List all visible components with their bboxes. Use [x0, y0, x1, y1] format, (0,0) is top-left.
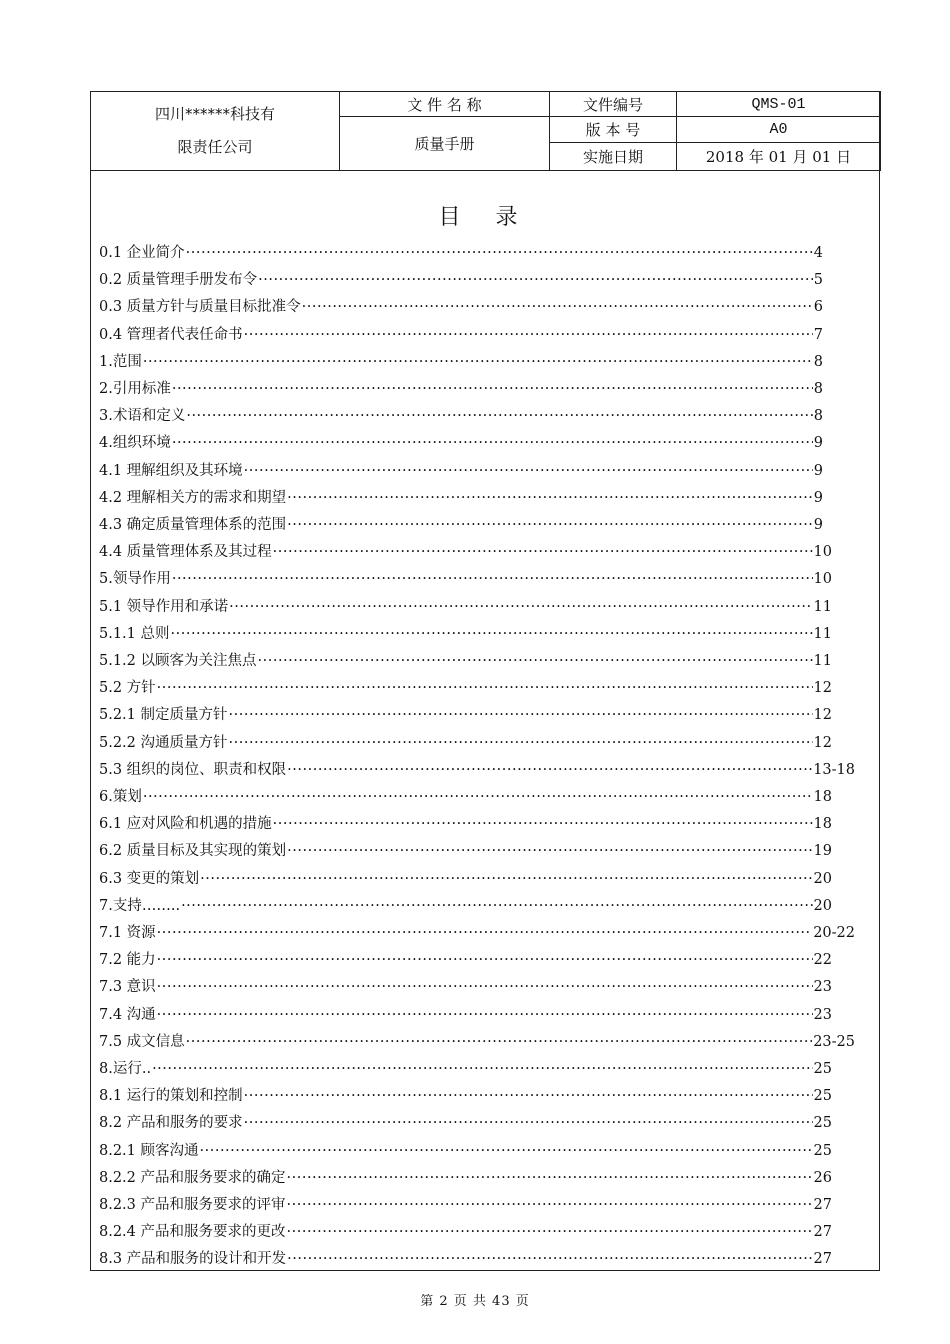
toc-leader-dots: [244, 1083, 813, 1110]
toc-entry[interactable]: [99, 458, 823, 485]
toc-title: 目 录: [438, 205, 532, 230]
toc-entry[interactable]: [99, 648, 832, 675]
toc-leader-dots: [258, 267, 813, 294]
toc-leader-dots: [172, 566, 813, 593]
toc-entry-label: 5.1.2 以顾客为关注焦点: [99, 653, 257, 669]
toc-leader-dots: [186, 403, 812, 430]
toc-leader-dots: [172, 430, 813, 457]
toc-entry-label: 8.2 产品和服务的要求: [99, 1115, 243, 1132]
toc-leader-dots: [157, 974, 813, 1001]
toc-leader-dots: [244, 1110, 813, 1137]
toc-leader-dots: [143, 349, 813, 376]
toc-entry-label: 4.2 理解相关方的需求和期望: [99, 489, 287, 506]
toc-entry[interactable]: [99, 376, 823, 403]
toc-entry-label: 8.运行..: [99, 1061, 152, 1077]
toc-entry-page: 7: [813, 326, 823, 343]
toc-entry-label: 6.3 变更的策划: [99, 870, 200, 887]
toc-entry-label: 5.2.1 制定质量方针: [99, 707, 228, 724]
toc-entry-label: 7.1 资源: [99, 925, 156, 941]
toc-leader-dots: [229, 594, 812, 621]
toc-entry-page: 8: [813, 408, 823, 425]
toc-entry-page: 20: [813, 897, 832, 914]
document-header-table: [90, 91, 881, 171]
toc-entry[interactable]: [99, 866, 832, 893]
toc-leader-dots: [273, 539, 813, 566]
toc-entry[interactable]: [99, 294, 823, 321]
toc-entry-label: 8.2.2 产品和服务要求的确定: [99, 1169, 286, 1186]
toc-entry[interactable]: [99, 621, 832, 648]
toc-entry-label: 7.4 沟通: [99, 1006, 156, 1023]
toc-entry-page: 11: [813, 598, 832, 615]
company-name-cell: [91, 92, 340, 171]
toc-entry-label: 6.2 质量目标及其实现的策划: [99, 843, 287, 860]
toc-entry[interactable]: [99, 539, 832, 566]
toc-entry-page: 20-22: [813, 925, 855, 941]
toc-leader-dots: [229, 702, 813, 729]
toc-entry-label: 1.范围: [99, 353, 142, 370]
toc-entry-page: 27: [813, 1197, 832, 1213]
toc-entry-page: 19: [813, 843, 832, 860]
toc-entry[interactable]: [99, 1029, 855, 1056]
toc-entry[interactable]: [99, 240, 823, 267]
toc-leader-dots: [172, 376, 813, 403]
toc-leader-dots: [244, 322, 813, 349]
toc-entry-label: 6.策划: [99, 789, 142, 805]
toc-entry-label: 4.1 理解组织及其环境: [99, 462, 243, 479]
toc-entry-label: 5.3 组织的岗位、职责和权限: [99, 761, 287, 778]
toc-entry-label: 0.4 管理者代表任命书: [99, 326, 243, 343]
effective-date-value: 2018 年 01 月 01 日: [677, 143, 881, 171]
toc-leader-dots: [181, 893, 812, 920]
toc-entry[interactable]: [99, 403, 823, 430]
toc-leader-dots: [157, 675, 813, 702]
toc-leader-dots: [186, 1029, 813, 1056]
toc-entry-page: 11: [813, 653, 832, 669]
toc-entry[interactable]: [99, 1192, 832, 1219]
toc-entry[interactable]: [99, 893, 832, 920]
toc-entry[interactable]: [99, 784, 832, 811]
toc-entry-page: 27: [813, 1251, 832, 1268]
toc-entry-label: 0.2 质量管理手册发布令: [99, 272, 258, 289]
toc-leader-dots: [200, 866, 812, 893]
toc-entry[interactable]: [99, 1002, 832, 1029]
toc-entry-label: 7.5 成文信息: [99, 1033, 185, 1050]
toc-entry-page: 26: [813, 1169, 832, 1186]
toc-entry-label: 8.2.4 产品和服务要求的更改: [99, 1224, 286, 1241]
toc-entry-label: 7.支持……..: [99, 897, 181, 914]
toc-entry[interactable]: [99, 757, 855, 784]
doc-name-label: 文 件 名 称: [340, 92, 550, 117]
toc-entry-page: 8: [813, 353, 823, 370]
toc-leader-dots: [287, 1192, 813, 1219]
toc-leader-dots: [152, 1056, 812, 1083]
toc-entry-label: 5.2.2 沟通质量方针: [99, 734, 228, 751]
toc-leader-dots: [157, 920, 813, 947]
toc-entry-label: 6.1 应对风险和机遇的措施: [99, 816, 272, 833]
toc-entry[interactable]: [99, 702, 832, 729]
toc-entry-page: 27: [813, 1224, 832, 1241]
toc-entry-page: 10: [813, 544, 832, 561]
toc-entry[interactable]: [99, 730, 832, 757]
toc-entry-label: 5.2 方针: [99, 680, 156, 697]
toc-leader-dots: [143, 784, 813, 811]
toc-leader-dots: [287, 757, 812, 784]
toc-leader-dots: [302, 294, 813, 321]
toc-entry[interactable]: [99, 1165, 832, 1192]
toc-entry-label: 5.领导作用: [99, 571, 171, 588]
toc-leader-dots: [157, 1002, 813, 1029]
toc-entry-page: 9: [813, 489, 823, 506]
toc-entry[interactable]: [99, 1083, 832, 1110]
toc-leader-dots: [273, 811, 813, 838]
toc-entry[interactable]: [99, 1110, 832, 1137]
toc-entry[interactable]: [99, 566, 832, 593]
toc-entry-page: 9: [813, 435, 823, 452]
toc-entry-page: 25: [813, 1061, 832, 1077]
toc-entry[interactable]: [99, 267, 823, 294]
toc-entry-page: 22: [813, 952, 832, 969]
toc-entry-page: 13-18: [813, 761, 855, 778]
toc-entry-page: 9: [813, 462, 823, 479]
toc-leader-dots: [258, 648, 813, 675]
toc-entry-page: 20: [813, 870, 832, 887]
toc-entry-label: 8.2.1 顾客沟通: [99, 1142, 199, 1159]
doc-no-label: 文件编号: [550, 92, 677, 117]
toc-entry-page: 12: [813, 707, 832, 724]
toc-entry[interactable]: [99, 349, 823, 376]
toc-entry-page: 25: [813, 1142, 832, 1159]
toc-leader-dots: [171, 621, 813, 648]
toc-entry-page: 10: [813, 571, 832, 588]
toc-entry[interactable]: [99, 594, 832, 621]
toc-entry-page: 8: [813, 381, 823, 397]
toc-leader-dots: [244, 458, 813, 485]
toc-entry-page: 9: [813, 517, 823, 533]
doc-name-value: 质量手册: [340, 117, 550, 171]
toc-entry-label: 8.2.3 产品和服务要求的评审: [99, 1197, 286, 1213]
toc-entry-label: 7.2 能力: [99, 952, 156, 969]
toc-leader-dots: [287, 1246, 812, 1273]
toc-entry-page: 23-25: [813, 1033, 855, 1050]
toc-entry[interactable]: [99, 512, 823, 539]
toc-entry-label: 4.4 质量管理体系及其过程: [99, 544, 272, 561]
toc-entry[interactable]: [99, 1138, 832, 1165]
toc-entry-page: 18: [813, 789, 832, 805]
toc-entry-label: 4.3 确定质量管理体系的范围: [99, 517, 287, 533]
toc-entry-label: 4.组织环境: [99, 435, 171, 452]
toc-entry-page: 18: [813, 816, 832, 833]
toc-entry-page: 12: [813, 734, 832, 751]
toc-leader-dots: [287, 838, 812, 865]
page-footer: 第 2 页 共 43 页: [420, 1294, 530, 1309]
toc-entry[interactable]: [99, 430, 823, 457]
toc-entry-page: 23: [813, 1006, 832, 1023]
toc-entry-label: 8.1 运行的策划和控制: [99, 1088, 243, 1105]
company-name-line2: 限责任公司: [177, 138, 253, 156]
toc-entry-label: 0.3 质量方针与质量目标批准令: [99, 299, 301, 316]
toc-entry-page: 4: [813, 245, 823, 261]
toc-entry-page: 25: [813, 1115, 832, 1132]
toc-entry[interactable]: [99, 485, 823, 512]
toc-entry-page: 6: [813, 299, 823, 316]
toc-entry-page: 23: [813, 979, 832, 996]
toc-entry-page: 12: [813, 680, 832, 697]
company-name-line1: 四川******科技有: [154, 105, 275, 123]
doc-no-value: QMS-01: [677, 92, 881, 117]
toc-entry[interactable]: [99, 1246, 832, 1273]
toc-entry[interactable]: [99, 1219, 832, 1246]
version-label: 版 本 号: [550, 117, 677, 143]
toc-leader-dots: [200, 1138, 813, 1165]
toc-entry-label: 2.引用标准: [99, 381, 171, 397]
toc-leader-dots: [186, 240, 813, 267]
toc-entry[interactable]: [99, 322, 823, 349]
toc-entry-page: 25: [813, 1088, 832, 1105]
toc-entry-label: 5.1 领导作用和承诺: [99, 598, 229, 615]
effective-date-label: 实施日期: [550, 143, 677, 171]
toc-entry-label: 3.术语和定义: [99, 408, 186, 425]
toc-entry-label: 7.3 意识: [99, 979, 156, 996]
toc-entry-label: 0.1 企业简介: [99, 245, 185, 261]
toc-entry[interactable]: [99, 811, 832, 838]
toc-entry-page: 11: [813, 625, 832, 642]
toc-leader-dots: [287, 1165, 813, 1192]
toc-entry[interactable]: [99, 974, 832, 1001]
toc-leader-dots: [287, 512, 813, 539]
toc-entry-page: 5: [813, 272, 823, 289]
toc-leader-dots: [287, 485, 813, 512]
toc-entry-label: 8.3 产品和服务的设计和开发: [99, 1251, 287, 1268]
toc-entry-label: 5.1.1 总则: [99, 625, 170, 642]
toc-entry[interactable]: [99, 920, 855, 947]
version-value: A0: [677, 117, 881, 143]
toc-leader-dots: [157, 947, 813, 974]
toc-entry[interactable]: [99, 1056, 832, 1083]
toc-leader-dots: [229, 730, 813, 757]
toc-entry[interactable]: [99, 947, 832, 974]
toc-entry[interactable]: [99, 838, 832, 865]
toc-leader-dots: [287, 1219, 813, 1246]
toc-entry[interactable]: [99, 675, 832, 702]
